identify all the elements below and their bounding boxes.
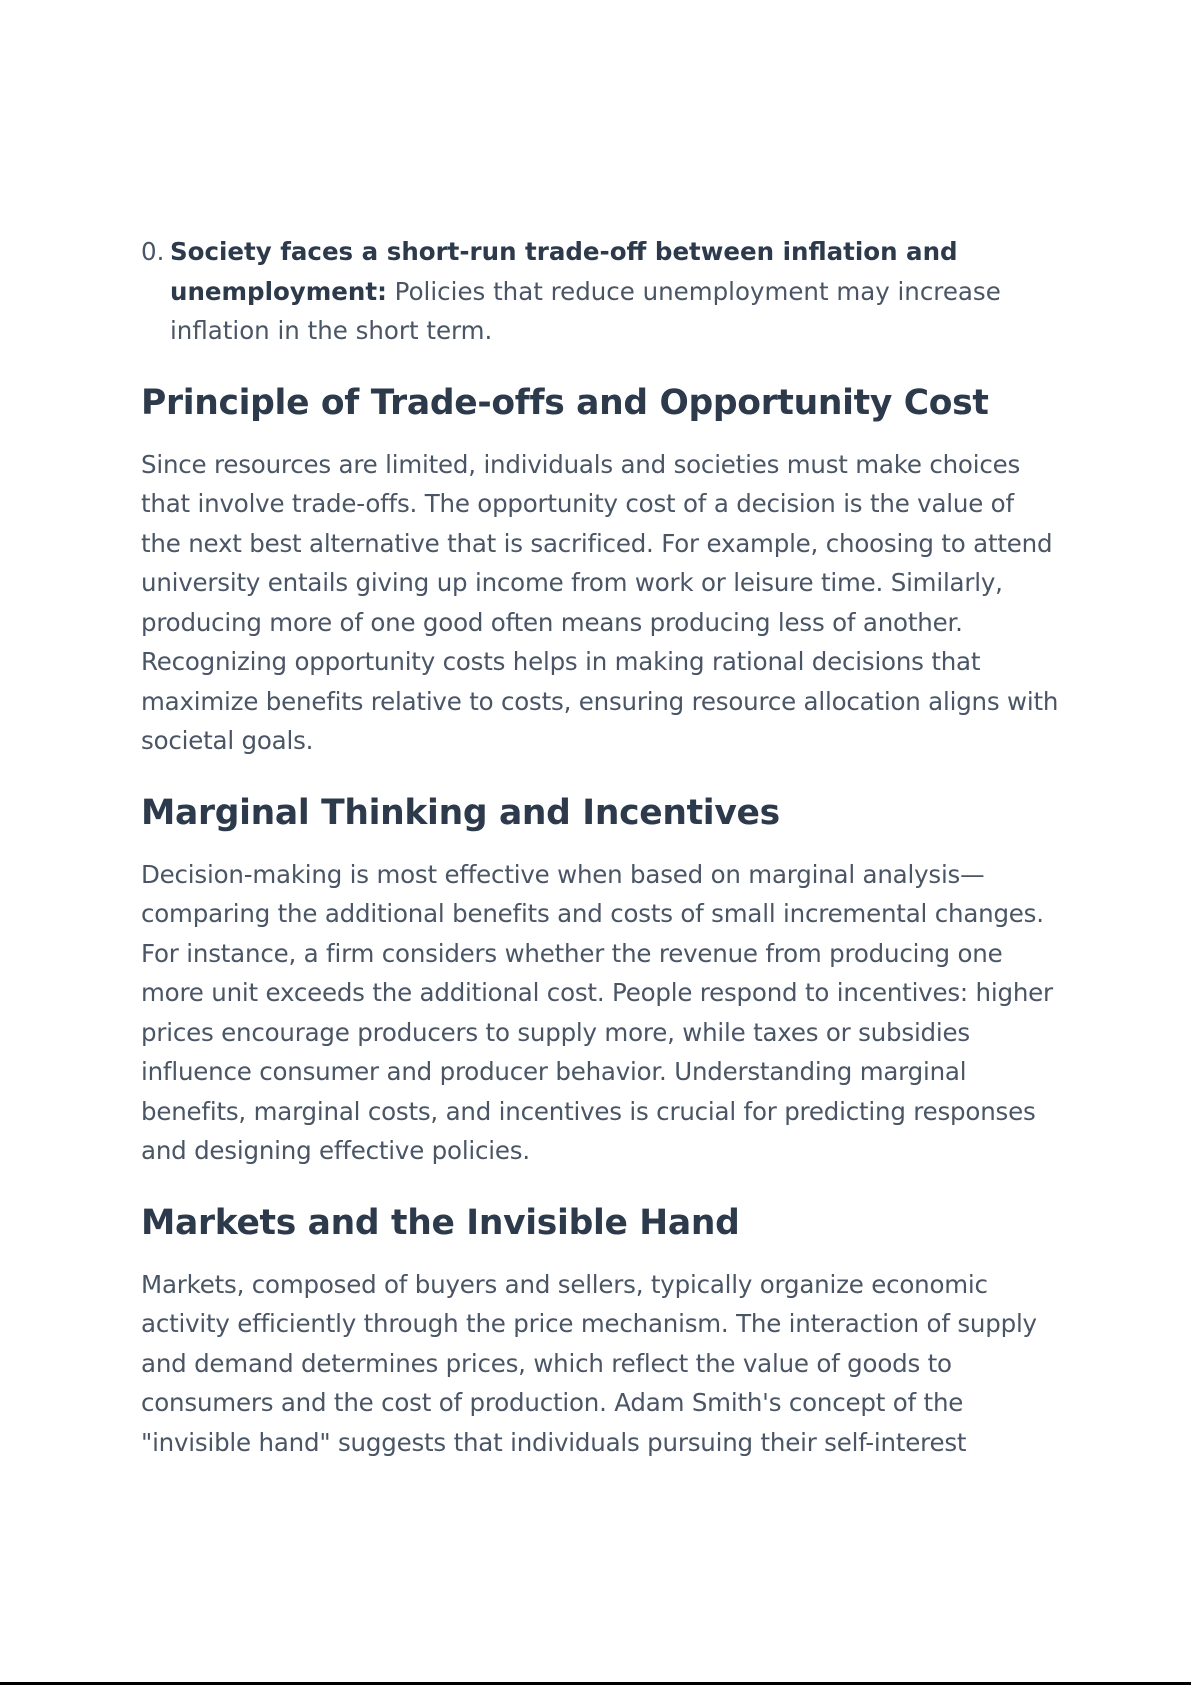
- section-body-marginal-thinking: Decision-making is most effective when based on marginal analysis—comparing the additional benefits and costs of small incremental changes. For instance, a firm considers whether the revenue from producing one more unit exceeds the additional cost. People respond to incentives: higher prices encourage producers to supply more, while taxes or subsidies influence consumer and producer behavior. Understanding marginal benefits, marginal costs, and incentives is crucial for predicting responses and designing effective policies.: [141, 859, 1053, 1165]
- section-heading-trade-offs: Principle of Trade-offs and Opportunity Cost: [141, 382, 989, 423]
- section-body-markets: Markets, composed of buyers and sellers, typically organize economic activity efficiently through the price mechanism. The interaction of supply and demand determines prices, which reflect the value of goods to consumers and the cost of production. Adam Smith's concept of the "invisible hand" suggests that individuals pursuing their self-interest: [141, 1269, 1037, 1457]
- list-item-bold-lead: Society faces a short-run trade-off between inflation and unemployment:: [170, 237, 958, 306]
- section-heading-marginal-thinking: Marginal Thinking and Incentives: [141, 792, 780, 833]
- list-item: [141, 232, 1061, 351]
- document-page: [141, 232, 1061, 1462]
- list-item-text: Policies that reduce unemployment may increase inflation in the short term.: [170, 276, 1001, 345]
- list-marker: 0.: [141, 237, 165, 266]
- section-heading-markets: Markets and the Invisible Hand: [141, 1202, 740, 1243]
- section-body-trade-offs: Since resources are limited, individuals and societies must make choices that involve trade-offs. The opportunity cost of a decision is the value of the next best alternative that is sacrificed. For example, choosing to attend university entails giving up income from work or leisure time. Similarly, producing more of one good often means producing less of another. Recognizing opportunity costs helps in making rational decisions that maximize benefits relative to costs, ensuring resource allocation aligns with societal goals.: [141, 449, 1059, 755]
